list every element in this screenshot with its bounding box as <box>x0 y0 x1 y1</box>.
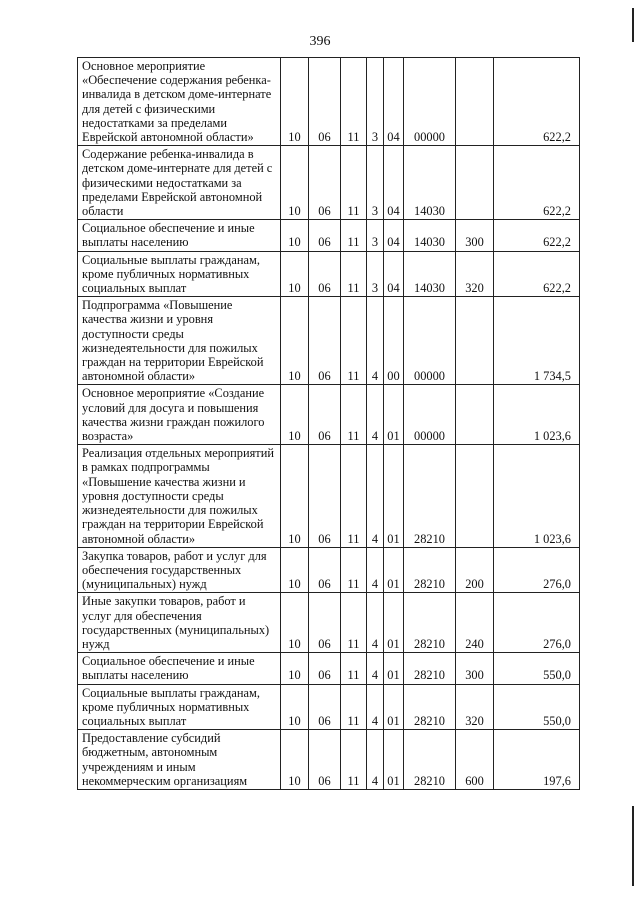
row-subsection-code: 06 <box>309 251 341 297</box>
row-program-code: 11 <box>341 251 367 297</box>
table-row <box>78 146 580 220</box>
row-expense-type-code: 320 <box>456 684 494 730</box>
row-event-code: 00 <box>384 297 404 385</box>
row-direction-code: 28210 <box>404 730 456 790</box>
row-expense-type-code: 300 <box>456 220 494 251</box>
row-subprogram-code: 3 <box>367 146 384 220</box>
row-program-code: 11 <box>341 220 367 251</box>
table-row <box>78 684 580 730</box>
row-expense-type-code: 240 <box>456 593 494 653</box>
row-expense-type-code <box>456 385 494 445</box>
row-name: Социальное обеспечение и иные выплаты населению <box>78 220 281 251</box>
row-section-code: 10 <box>281 547 309 593</box>
row-section-code: 10 <box>281 251 309 297</box>
row-section-code: 10 <box>281 730 309 790</box>
table-row <box>78 385 580 445</box>
row-expense-type-code <box>456 297 494 385</box>
row-name: Социальные выплаты гражданам, кроме публичных нормативных социальных выплат <box>78 251 281 297</box>
row-section-code: 10 <box>281 58 309 146</box>
row-program-code: 11 <box>341 547 367 593</box>
row-subsection-code: 06 <box>309 220 341 251</box>
row-subprogram-code: 4 <box>367 653 384 684</box>
row-program-code: 11 <box>341 653 367 684</box>
row-event-code: 01 <box>384 547 404 593</box>
row-amount: 550,0 <box>494 684 580 730</box>
row-program-code: 11 <box>341 58 367 146</box>
row-subprogram-code: 4 <box>367 385 384 445</box>
row-direction-code: 28210 <box>404 684 456 730</box>
row-event-code: 04 <box>384 146 404 220</box>
scan-edge-mark-top <box>632 8 634 42</box>
row-section-code: 10 <box>281 146 309 220</box>
row-program-code: 11 <box>341 297 367 385</box>
row-amount: 550,0 <box>494 653 580 684</box>
row-subsection-code: 06 <box>309 58 341 146</box>
row-event-code: 04 <box>384 58 404 146</box>
row-event-code: 01 <box>384 385 404 445</box>
table-row <box>78 730 580 790</box>
row-name: Социальное обеспечение и иные выплаты населению <box>78 653 281 684</box>
table-row <box>78 58 580 146</box>
row-expense-type-code: 320 <box>456 251 494 297</box>
row-section-code: 10 <box>281 445 309 547</box>
row-subsection-code: 06 <box>309 730 341 790</box>
row-amount: 1 734,5 <box>494 297 580 385</box>
row-name: Основное мероприятие «Создание условий для досуга и повышения качества жизни граждан пожилого возраста» <box>78 385 281 445</box>
row-subsection-code: 06 <box>309 297 341 385</box>
table-row <box>78 297 580 385</box>
row-program-code: 11 <box>341 684 367 730</box>
row-subprogram-code: 3 <box>367 58 384 146</box>
row-event-code: 04 <box>384 220 404 251</box>
row-amount: 622,2 <box>494 58 580 146</box>
row-expense-type-code: 300 <box>456 653 494 684</box>
budget-table <box>77 57 580 790</box>
row-amount: 197,6 <box>494 730 580 790</box>
row-direction-code: 14030 <box>404 146 456 220</box>
row-direction-code: 14030 <box>404 220 456 251</box>
row-event-code: 01 <box>384 593 404 653</box>
row-section-code: 10 <box>281 684 309 730</box>
row-amount: 622,2 <box>494 251 580 297</box>
row-event-code: 01 <box>384 445 404 547</box>
row-event-code: 04 <box>384 251 404 297</box>
row-expense-type-code: 200 <box>456 547 494 593</box>
row-subsection-code: 06 <box>309 445 341 547</box>
row-subsection-code: 06 <box>309 547 341 593</box>
row-program-code: 11 <box>341 146 367 220</box>
row-amount: 276,0 <box>494 547 580 593</box>
row-name: Предоставление субсидий бюджетным, автономным учреждениям и иным некоммерческим организациям <box>78 730 281 790</box>
row-subprogram-code: 4 <box>367 593 384 653</box>
row-subsection-code: 06 <box>309 146 341 220</box>
row-subsection-code: 06 <box>309 653 341 684</box>
row-direction-code: 28210 <box>404 547 456 593</box>
row-expense-type-code <box>456 445 494 547</box>
row-direction-code: 00000 <box>404 297 456 385</box>
row-name: Основное мероприятие «Обеспечение содержания ребенка-инвалида в детском доме-интернате для детей с физическими недостатками за пределами Еврейской автономной области» <box>78 58 281 146</box>
row-expense-type-code <box>456 146 494 220</box>
table-row <box>78 251 580 297</box>
row-subsection-code: 06 <box>309 385 341 445</box>
row-program-code: 11 <box>341 445 367 547</box>
row-expense-type-code: 600 <box>456 730 494 790</box>
page-number: 396 <box>309 34 331 49</box>
row-name: Реализация отдельных мероприятий в рамках подпрограммы «Повышение качества жизни и уровня доступности среды жизнедеятельности для пожилых граждан на территории Еврейской автономной области» <box>78 445 281 547</box>
row-name: Иные закупки товаров, работ и услуг для обеспечения государственных (муниципальных) нужд <box>78 593 281 653</box>
row-name: Содержание ребенка-инвалида в детском доме-интернате для детей с физическими недостатками за пределами Еврейской автономной области <box>78 146 281 220</box>
row-subprogram-code: 4 <box>367 730 384 790</box>
row-name: Подпрограмма «Повышение качества жизни и уровня доступности среды жизнедеятельности для пожилых граждан на территории Еврейской автономной области» <box>78 297 281 385</box>
row-program-code: 11 <box>341 385 367 445</box>
row-amount: 622,2 <box>494 220 580 251</box>
row-direction-code: 28210 <box>404 593 456 653</box>
row-direction-code: 00000 <box>404 385 456 445</box>
row-amount: 622,2 <box>494 146 580 220</box>
scan-edge-mark-bottom <box>632 806 634 886</box>
row-direction-code: 00000 <box>404 58 456 146</box>
row-name: Закупка товаров, работ и услуг для обеспечения государственных (муниципальных) нужд <box>78 547 281 593</box>
row-section-code: 10 <box>281 385 309 445</box>
row-subsection-code: 06 <box>309 593 341 653</box>
row-subprogram-code: 4 <box>367 684 384 730</box>
table-row <box>78 220 580 251</box>
row-event-code: 01 <box>384 653 404 684</box>
row-program-code: 11 <box>341 730 367 790</box>
budget-table-body <box>78 58 580 790</box>
row-subsection-code: 06 <box>309 684 341 730</box>
row-section-code: 10 <box>281 653 309 684</box>
row-name: Социальные выплаты гражданам, кроме публичных нормативных социальных выплат <box>78 684 281 730</box>
row-section-code: 10 <box>281 220 309 251</box>
row-subprogram-code: 4 <box>367 547 384 593</box>
table-row <box>78 445 580 547</box>
row-subprogram-code: 3 <box>367 251 384 297</box>
table-row <box>78 547 580 593</box>
row-amount: 1 023,6 <box>494 385 580 445</box>
row-section-code: 10 <box>281 297 309 385</box>
table-row <box>78 593 580 653</box>
row-expense-type-code <box>456 58 494 146</box>
row-amount: 1 023,6 <box>494 445 580 547</box>
row-direction-code: 28210 <box>404 653 456 684</box>
row-section-code: 10 <box>281 593 309 653</box>
row-event-code: 01 <box>384 684 404 730</box>
row-subprogram-code: 3 <box>367 220 384 251</box>
row-subprogram-code: 4 <box>367 445 384 547</box>
row-subprogram-code: 4 <box>367 297 384 385</box>
row-event-code: 01 <box>384 730 404 790</box>
row-program-code: 11 <box>341 593 367 653</box>
row-direction-code: 28210 <box>404 445 456 547</box>
row-direction-code: 14030 <box>404 251 456 297</box>
row-amount: 276,0 <box>494 593 580 653</box>
table-row <box>78 653 580 684</box>
